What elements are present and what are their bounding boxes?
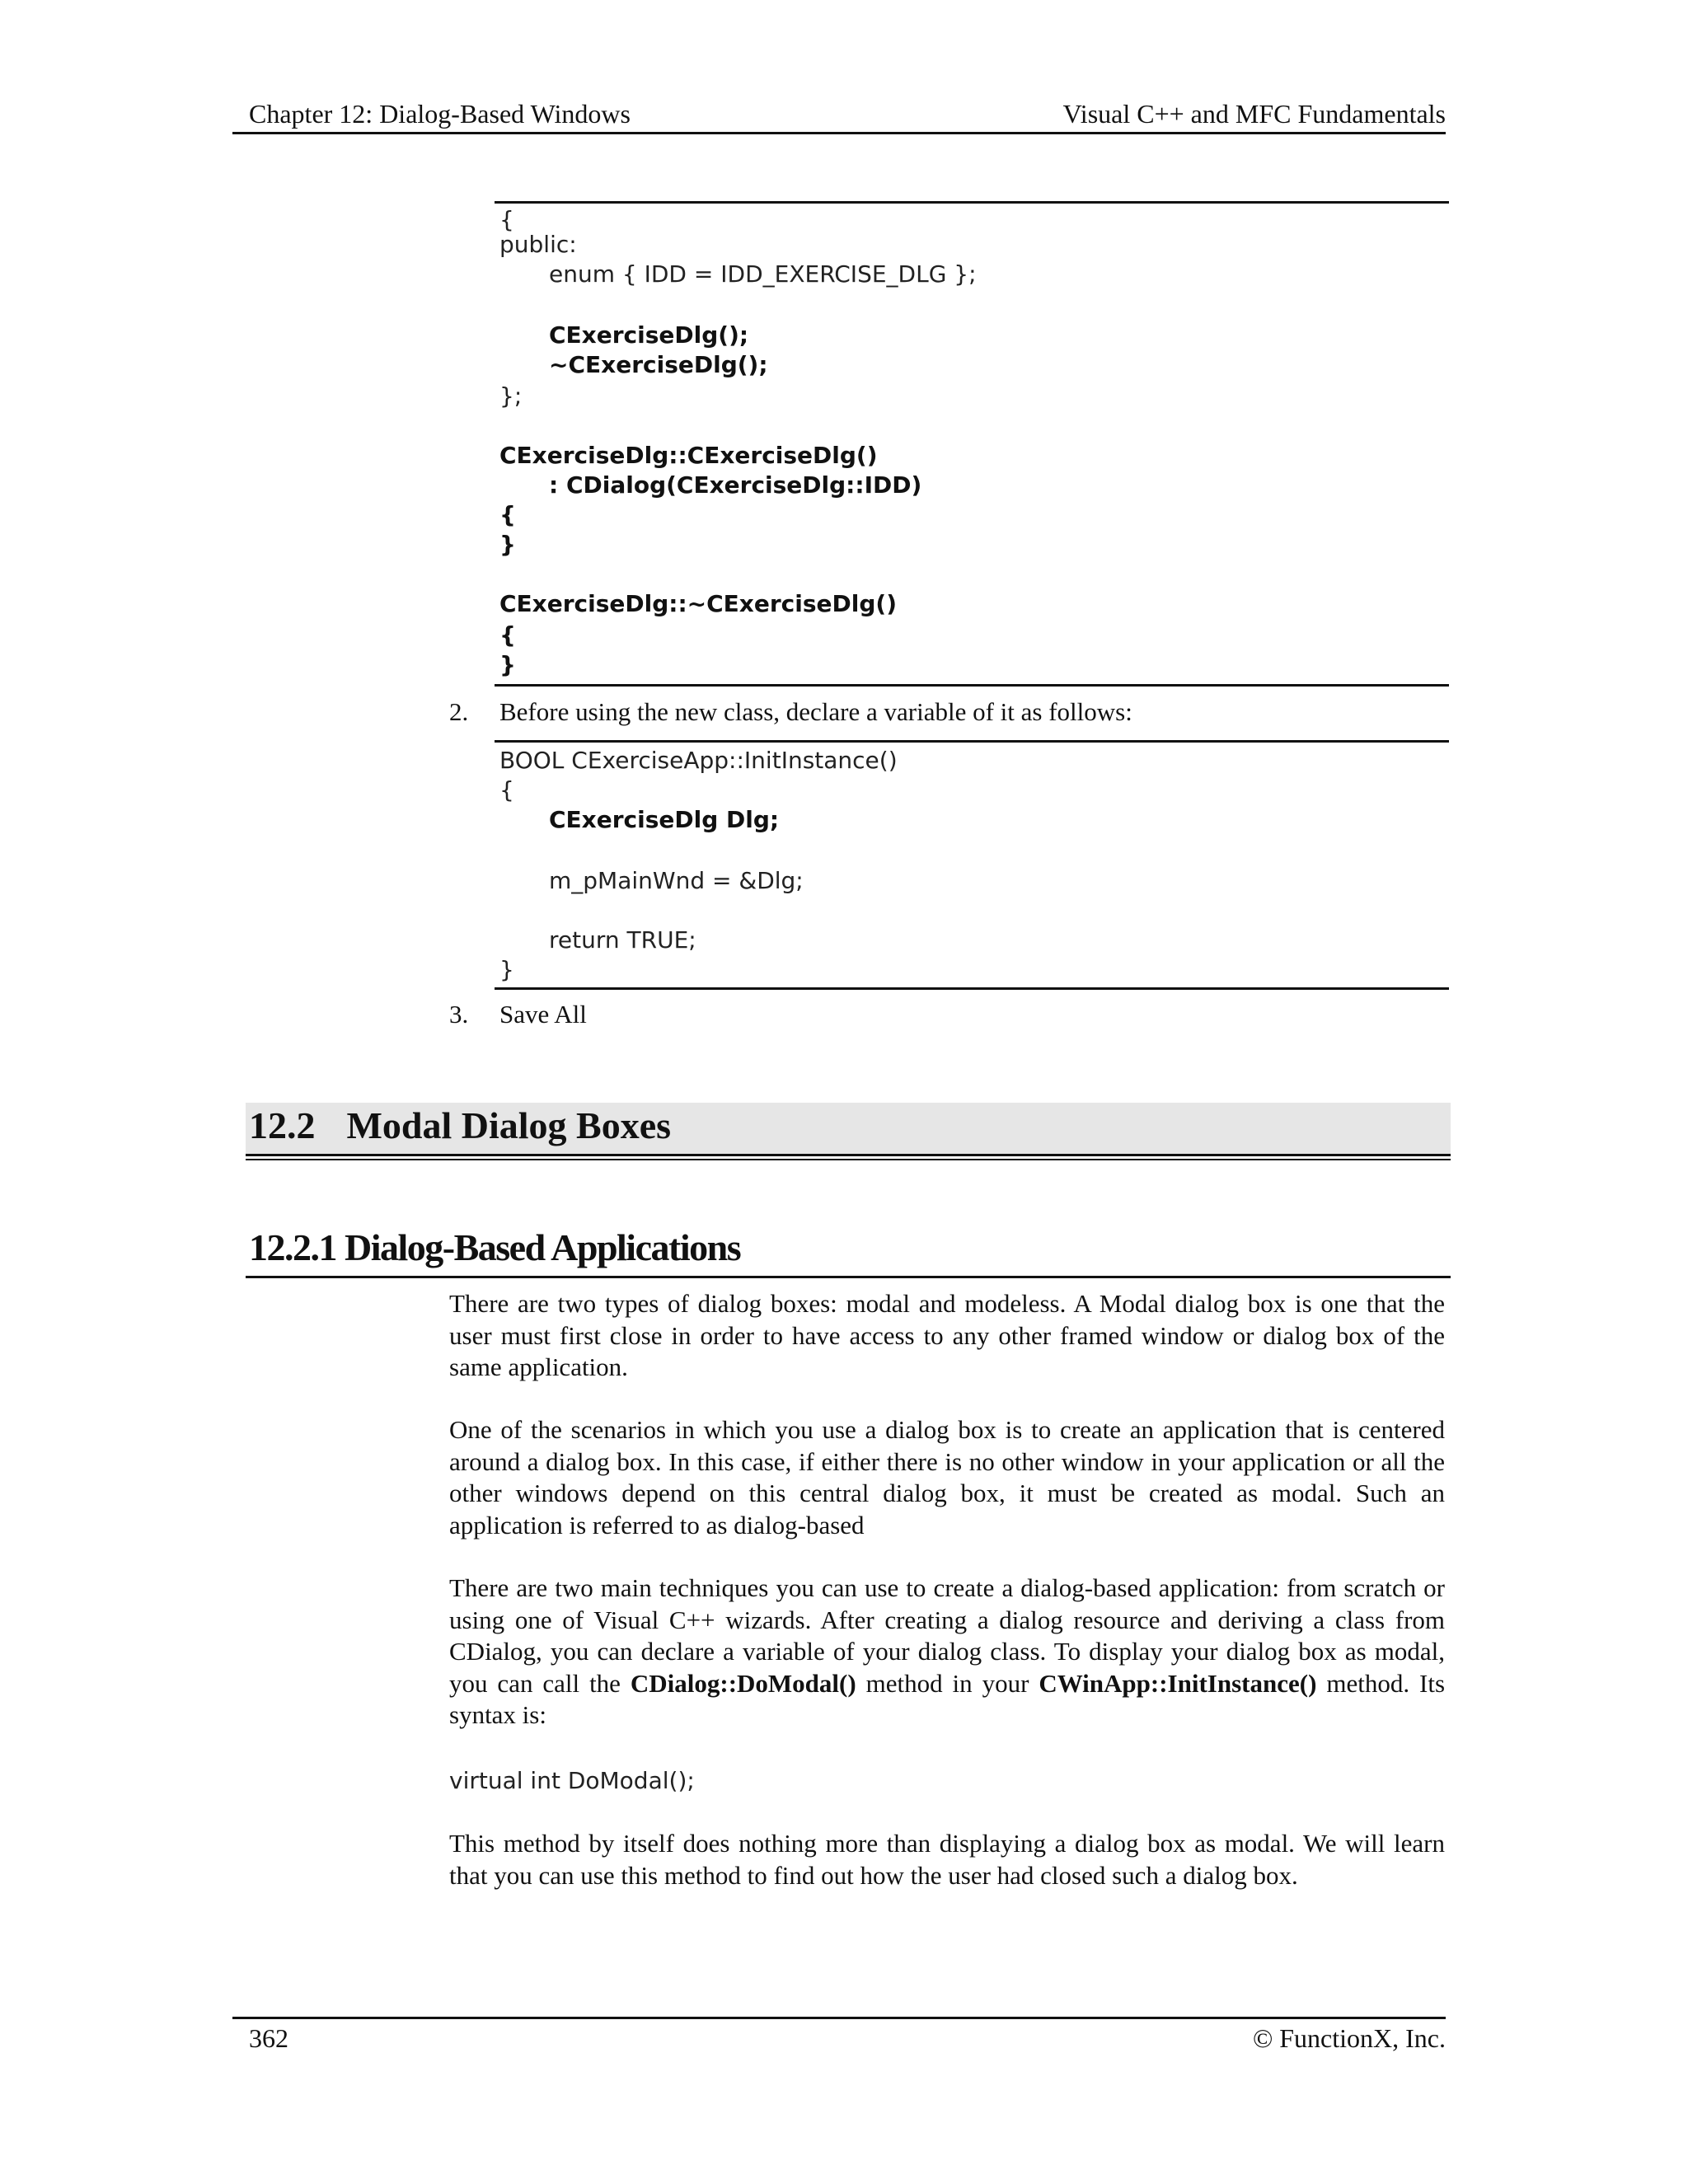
code-line: CExerciseDlg Dlg; [549,806,780,833]
code-line: { [499,621,516,649]
step-text: Save All [499,1000,587,1029]
method-name: CDialog::DoModal() [630,1668,856,1698]
footer-rule [232,2017,1446,2019]
code-line: CExerciseDlg(); [549,321,749,349]
step-number: 3. [449,1000,469,1029]
subsection-rule [246,1276,1451,1278]
paragraph-text: There are two main techniques you can use to create a dialog-based application: from scratch or using one of Visual C++ wizards. After creating a dialog resource and deriving a class from CDialog, you can declare a variable of your dialog class. To display your dialog box as modal, you can call the [449,1573,1445,1698]
paragraph [449,1572,1445,1732]
code-line: { [499,501,516,528]
running-header-book-title: Visual C++ and MFC Fundamentals [1062,99,1446,129]
code-line: } [499,651,516,678]
code-line: { [499,206,514,233]
method-name: CWinApp::InitInstance() [1039,1668,1317,1698]
subsection-heading: 12.2.1 Dialog-Based Applications [249,1226,741,1268]
section-title: Modal Dialog Boxes [346,1104,672,1146]
code-line: return TRUE; [549,926,696,954]
step-number: 2. [449,697,469,726]
section-heading [249,1104,671,1147]
page-number: 362 [249,2023,288,2053]
header-rule [232,132,1446,134]
section-rule-1 [246,1154,1451,1156]
code-line: } [499,531,516,558]
code-line: ~CExerciseDlg(); [549,351,768,378]
section-number: 12.2 [249,1104,316,1146]
code-block-2-top-rule [495,740,1449,743]
paragraph: One of the scenarios in which you use a dialog box is to create an application that is centered around a dialog box. In this case, if either there is no other window in your application or all the other windows depend on this central dialog box, it must be created as modal. Such an application is referred to as dialog-based [449,1415,1445,1540]
paragraph: There are two types of dialog boxes: modal and modeless. A Modal dialog box is one that the user must first close in order to have access to any other framed window or dialog box of the same application. [449,1289,1445,1381]
code-block-1-top-rule [495,201,1449,204]
code-line: : CDialog(CExerciseDlg::IDD) [549,471,922,499]
code-line: { [499,776,514,804]
syntax-line: virtual int DoModal(); [449,1767,695,1794]
paragraph: This method by itself does nothing more than displaying a dialog box as modal. We will learn that you can use this method to find out how the user had closed such a dialog box. [449,1829,1445,1890]
running-header-chapter: Chapter 12: Dialog-Based Windows [249,99,631,129]
code-line: }; [499,382,523,410]
step-text: Before using the new class, declare a variable of it as follows: [499,697,1132,726]
code-line: BOOL CExerciseApp::InitInstance() [499,747,898,774]
code-line: enum { IDD = IDD_EXERCISE_DLG }; [549,260,977,288]
paragraph-text: method in your [865,1668,1029,1698]
code-line: CExerciseDlg::~CExerciseDlg() [499,590,897,617]
code-block-2-bottom-rule [495,987,1449,990]
paragraph-text: method. Its syntax is: [449,1668,1446,1729]
code-line: m_pMainWnd = &Dlg; [549,867,804,894]
copyright: © FunctionX, Inc. [1252,2023,1446,2053]
code-line: CExerciseDlg::CExerciseDlg() [499,442,878,469]
code-line: public: [499,231,577,258]
code-block-1-bottom-rule [495,684,1449,687]
section-rule-2 [246,1159,1451,1160]
code-line: } [499,956,514,983]
